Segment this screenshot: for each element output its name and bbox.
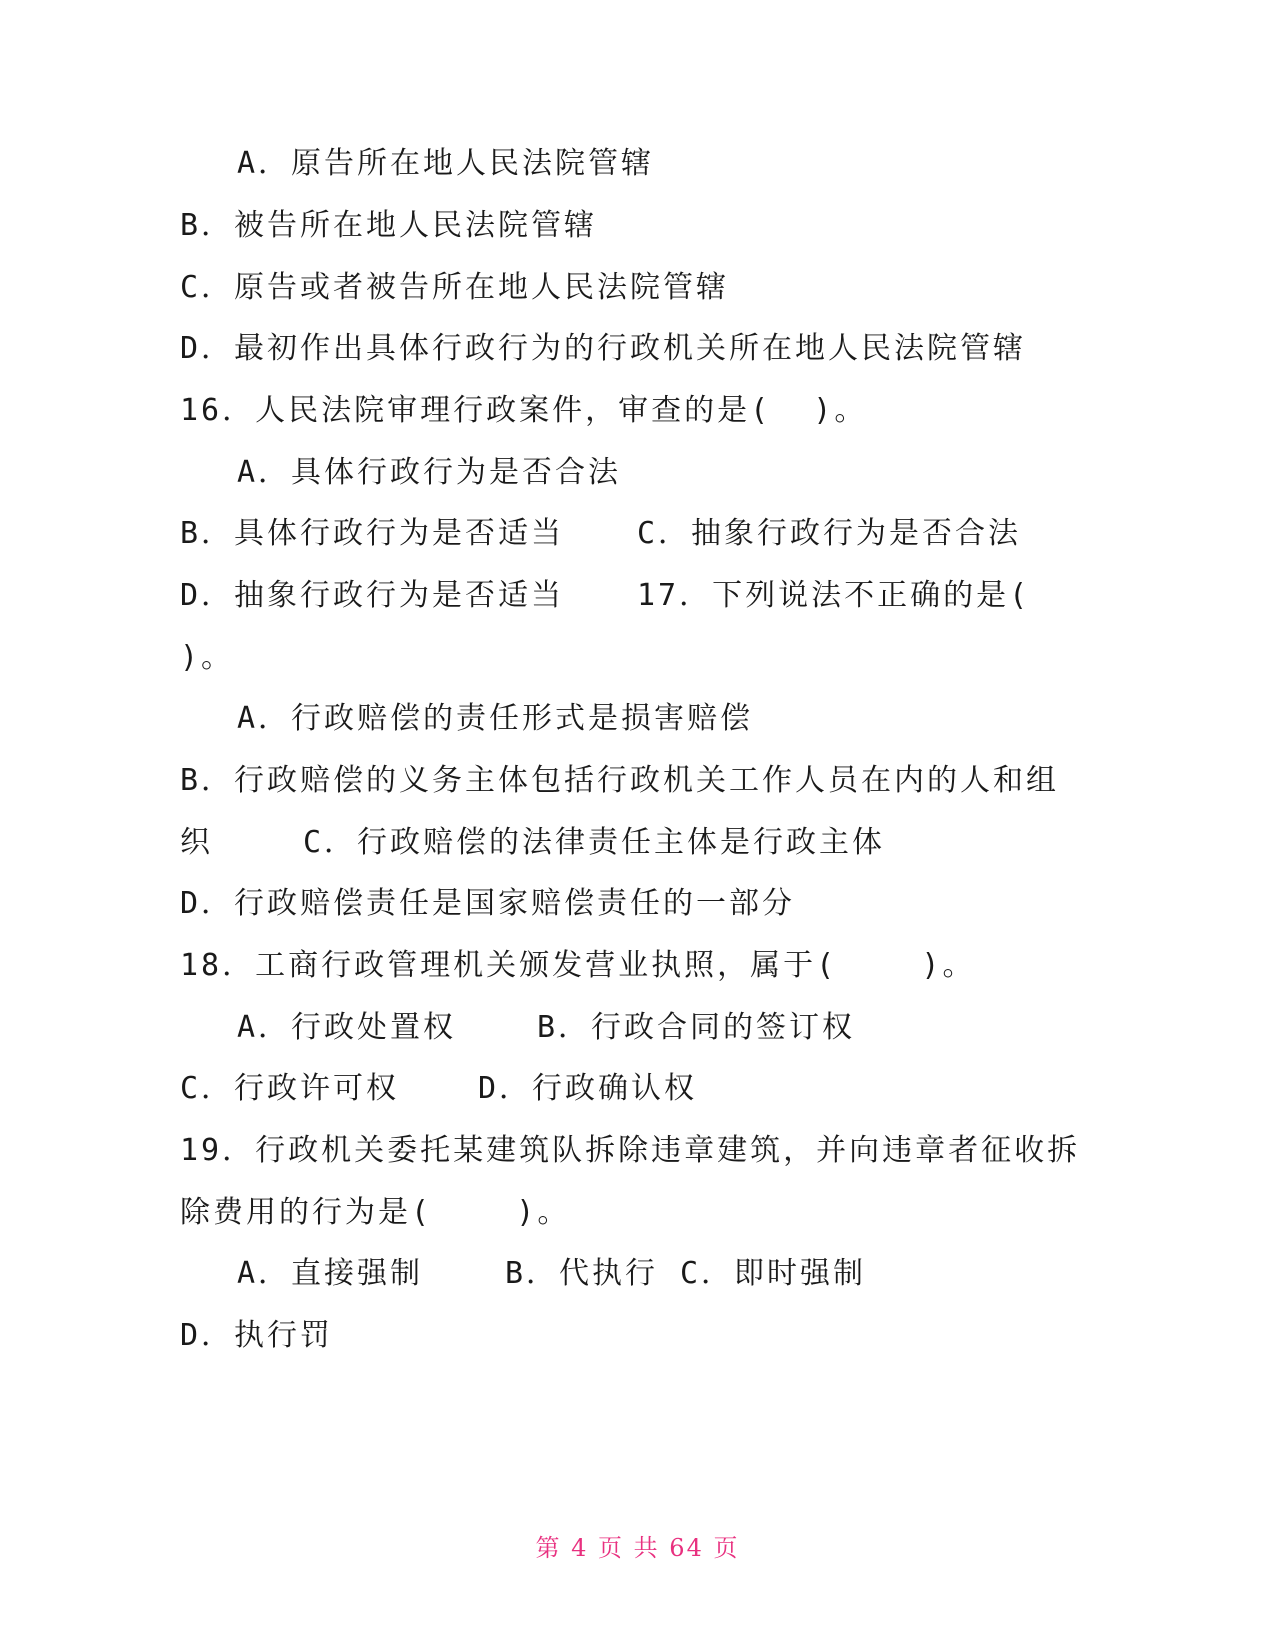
- page-number-footer: 第 4 页 共 64 页: [535, 1534, 740, 1562]
- q17-option-b: B．行政赔偿的义务主体包括行政机关工作人员在内的人和组: [180, 763, 1060, 798]
- q17-option-d: D．行政赔偿责任是国家赔偿责任的一部分: [180, 886, 796, 921]
- question-17-continuation: )。: [180, 640, 235, 675]
- q16-option-c: C．抽象行政行为是否合法: [637, 516, 1022, 551]
- option-c-either-court: C．原告或者被告所在地人民法院管辖: [180, 270, 730, 305]
- q16-option-d: D．抽象行政行为是否适当: [180, 578, 565, 613]
- q19-option-a: A．直接强制: [237, 1256, 424, 1291]
- q18-option-b: B．行政合同的签订权: [537, 1010, 856, 1045]
- question-19-continuation: 除费用的行为是( )。: [180, 1195, 571, 1230]
- q19-option-b: B．代执行: [505, 1256, 659, 1291]
- q16-option-a: A．具体行政行为是否合法: [237, 455, 622, 490]
- q18-option-d: D．行政确认权: [478, 1071, 698, 1106]
- q19-option-d: D．执行罚: [180, 1318, 334, 1353]
- q16-option-b: B．具体行政行为是否适当: [180, 516, 565, 551]
- q17-option-a: A．行政赔偿的责任形式是损害赔偿: [237, 701, 754, 736]
- q17-option-b-continuation: 织: [180, 825, 213, 860]
- option-b-defendant-court: B．被告所在地人民法院管辖: [180, 208, 598, 243]
- q19-option-c: C．即时强制: [680, 1256, 867, 1291]
- q17-option-c: C．行政赔偿的法律责任主体是行政主体: [303, 825, 886, 860]
- question-16: 16．人民法院审理行政案件，审查的是( )。: [180, 393, 868, 428]
- question-18: 18．工商行政管理机关颁发营业执照，属于( )。: [180, 948, 976, 983]
- option-d-initial-agency-court: D．最初作出具体行政行为的行政机关所在地人民法院管辖: [180, 331, 1027, 366]
- q18-option-a: A．行政处置权: [237, 1010, 457, 1045]
- question-17: 17．下列说法不正确的是(: [637, 578, 1031, 613]
- question-19: 19．行政机关委托某建筑队拆除违章建筑，并向违章者征收拆: [180, 1133, 1081, 1168]
- q18-option-c: C．行政许可权: [180, 1071, 400, 1106]
- option-a-plaintiff-court: A．原告所在地人民法院管辖: [237, 146, 655, 181]
